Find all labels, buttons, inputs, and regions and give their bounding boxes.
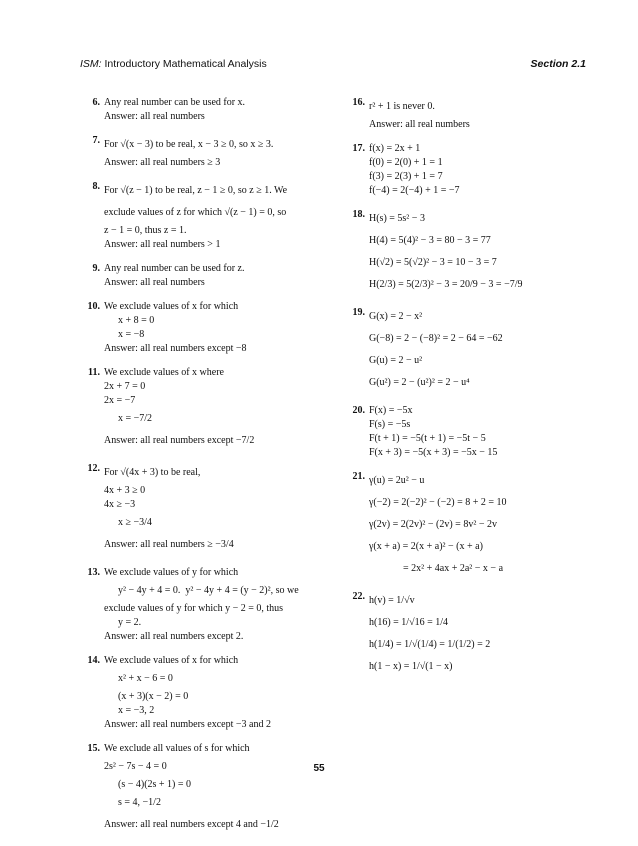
- problem-number: 22.: [352, 591, 365, 602]
- problem-number: 15.: [87, 743, 100, 754]
- page-number: 55: [313, 763, 325, 774]
- solution-line: Answer: all real numbers: [369, 119, 470, 130]
- problem-7: [78, 134, 328, 170]
- problem-number: 7.: [92, 135, 100, 146]
- solution-line: s = 4, −1/2: [118, 797, 161, 808]
- solution-line: H(4) = 5(4)² − 3 = 80 − 3 = 77: [369, 235, 491, 246]
- solution-line: 4x ≥ −3: [104, 499, 136, 510]
- solution-line: γ(−2) = 2(−2)² − (−2) = 8 + 2 = 10: [369, 497, 507, 508]
- solution-line: G(x) = 2 − x²: [369, 311, 423, 322]
- solution-line: (x + 3)(x − 2) = 0: [118, 691, 189, 702]
- problem-number: 6.: [92, 97, 100, 108]
- solution-line: 2x + 7 = 0: [104, 381, 146, 392]
- solution-line: F(x) = −5x: [369, 405, 413, 416]
- problem-16: [343, 96, 593, 132]
- solution-line: G(−8) = 2 − (−8)² = 2 − 64 = −62: [369, 333, 503, 344]
- solution-line: Answer: all real numbers except −7/2: [104, 435, 255, 446]
- solution-line: y = 2.: [118, 617, 142, 628]
- solution-line: h(1 − x) = 1/√(1 − x): [369, 661, 453, 672]
- solution-line: f(x) = 2x + 1: [369, 143, 421, 154]
- solution-line: y² − 4y + 4 = 0. y² − 4y + 4 = (y − 2)², so we: [118, 585, 299, 596]
- problem-9: [78, 262, 328, 290]
- solution-line: x² + x − 6 = 0: [118, 673, 173, 684]
- book-abbrev: ISM:: [80, 58, 102, 70]
- solution-line: For √(x − 3) to be real, x − 3 ≥ 0, so x ≥ 3.: [104, 139, 274, 150]
- solution-line: For √(4x + 3) to be real,: [104, 467, 201, 478]
- solution-line: (s − 4)(2s + 1) = 0: [118, 779, 192, 790]
- problem-number: 20.: [352, 405, 365, 416]
- solution-line: H(√2) = 5(√2)² − 3 = 10 − 3 = 7: [369, 257, 497, 268]
- solution-line: H(s) = 5s² − 3: [369, 213, 425, 224]
- solution-line: Any real number can be used for x.: [104, 97, 246, 108]
- solution-line: We exclude values of x for which: [104, 301, 239, 312]
- problem-17: [343, 142, 593, 198]
- solution-line: For √(z − 1) to be real, z − 1 ≥ 0, so z ≥ 1. We: [104, 185, 288, 196]
- solution-line: Answer: all real numbers except 4 and −1/2: [104, 819, 279, 830]
- left-column: [78, 96, 328, 846]
- problem-22: [343, 590, 593, 678]
- solution-line: 2x = −7: [104, 395, 136, 406]
- right-column: [343, 96, 593, 688]
- solution-line: f(−4) = 2(−4) + 1 = −7: [369, 185, 460, 196]
- solution-line: h(16) = 1/√16 = 1/4: [369, 617, 448, 628]
- solution-line: x ≥ −3/4: [118, 517, 152, 528]
- problem-12: [78, 462, 328, 556]
- solution-line: Answer: all real numbers: [104, 111, 205, 122]
- problem-number: 10.: [87, 301, 100, 312]
- solution-line: γ(2v) = 2(2v)² − (2v) = 8v² − 2v: [369, 519, 497, 530]
- running-header-left: [80, 58, 267, 70]
- problem-13: [78, 566, 328, 644]
- problem-number: 18.: [352, 209, 365, 220]
- problem-number: 16.: [352, 97, 365, 108]
- problem-number: 14.: [87, 655, 100, 666]
- problem-18: [343, 208, 593, 296]
- problem-19: [343, 306, 593, 394]
- solution-line: 2s² − 7s − 4 = 0: [104, 761, 167, 772]
- solution-line: Answer: all real numbers: [104, 277, 205, 288]
- problem-15: [78, 742, 328, 836]
- problem-14: [78, 654, 328, 732]
- problem-number: 8.: [92, 181, 100, 192]
- solution-line: We exclude values of y for which: [104, 567, 239, 578]
- solution-line: Any real number can be used for z.: [104, 263, 245, 274]
- problem-number: 19.: [352, 307, 365, 318]
- solution-line: = 2x² + 4ax + 2a² − x − a: [403, 563, 504, 574]
- solution-line: F(t + 1) = −5(t + 1) = −5t − 5: [369, 433, 486, 444]
- solution-line: f(0) = 2(0) + 1 = 1: [369, 157, 443, 168]
- solution-line: x = −8: [118, 329, 145, 340]
- solution-line: F(s) = −5s: [369, 419, 411, 430]
- solution-line: z − 1 = 0, thus z = 1.: [104, 225, 187, 236]
- solution-line: G(u) = 2 − u²: [369, 355, 423, 366]
- solution-line: Answer: all real numbers ≥ −3/4: [104, 539, 234, 550]
- solution-line: Answer: all real numbers ≥ 3: [104, 157, 221, 168]
- problem-11: [78, 366, 328, 452]
- solution-line: γ(u) = 2u² − u: [369, 475, 425, 486]
- solution-line: Answer: all real numbers > 1: [104, 239, 221, 250]
- solution-line: h(1/4) = 1/√(1/4) = 1/(1/2) = 2: [369, 639, 491, 650]
- solution-line: h(v) = 1/√v: [369, 595, 415, 606]
- problem-number: 12.: [87, 463, 100, 474]
- section-label: Section 2.1: [530, 58, 586, 70]
- solution-line: γ(x + a) = 2(x + a)² − (x + a): [369, 541, 483, 552]
- solution-line: x = −3, 2: [118, 705, 155, 716]
- problem-6: [78, 96, 328, 124]
- solution-line: exclude values of y for which y − 2 = 0, thus: [104, 603, 284, 614]
- solution-line: G(u²) = 2 − (u²)² = 2 − u⁴: [369, 377, 470, 388]
- problem-number: 21.: [352, 471, 365, 482]
- solution-line: We exclude values of x where: [104, 367, 224, 378]
- problem-20: [343, 404, 593, 460]
- problem-21: [343, 470, 593, 580]
- solution-line: H(2/3) = 5(2/3)² − 3 = 20/9 − 3 = −7/9: [369, 279, 523, 290]
- solution-line: Answer: all real numbers except −8: [104, 343, 247, 354]
- solution-line: x + 8 = 0: [118, 315, 155, 326]
- solution-line: exclude values of z for which √(z − 1) = 0, so: [104, 207, 287, 218]
- solution-line: 4x + 3 ≥ 0: [104, 485, 146, 496]
- solution-line: Answer: all real numbers except −3 and 2: [104, 719, 271, 730]
- solution-line: Answer: all real numbers except 2.: [104, 631, 244, 642]
- problem-8: [78, 180, 328, 252]
- solution-line: We exclude values of x for which: [104, 655, 239, 666]
- problem-number: 17.: [352, 143, 365, 154]
- problem-number: 11.: [88, 367, 100, 378]
- solution-line: r² + 1 is never 0.: [369, 101, 435, 112]
- solution-line: f(3) = 2(3) + 1 = 7: [369, 171, 443, 182]
- problem-number: 13.: [87, 567, 100, 578]
- book-title: Introductory Mathematical Analysis: [104, 58, 267, 70]
- problem-number: 9.: [92, 263, 100, 274]
- problem-10: [78, 300, 328, 356]
- solution-line: We exclude all values of s for which: [104, 743, 250, 754]
- solution-line: x = −7/2: [118, 413, 153, 424]
- solution-line: F(x + 3) = −5(x + 3) = −5x − 15: [369, 447, 498, 458]
